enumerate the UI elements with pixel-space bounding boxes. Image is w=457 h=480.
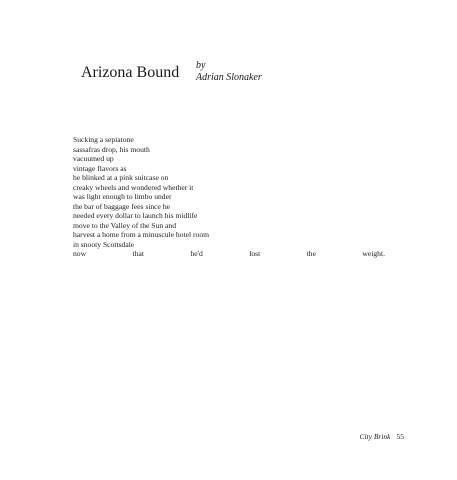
page-footer: [359, 432, 404, 442]
poem-line: Sucking a sepiatone: [73, 135, 134, 144]
poem-word: now: [73, 249, 87, 258]
poem-line: in snooty Scottsdale: [73, 239, 135, 249]
poem-line: harvest a home from a minuscule hotel room: [73, 230, 210, 239]
poem-line: was light enough to limbo under: [73, 192, 172, 201]
poem-word: lost: [249, 249, 261, 258]
poem-word: weight.: [362, 249, 385, 258]
poem-title: Arizona Bound: [81, 64, 180, 81]
poem-body: [73, 135, 385, 259]
byline-prefix: by: [196, 60, 206, 71]
poem-line: vintage flavors as: [73, 163, 127, 173]
poem-line: creaky wheels and wondered whether it: [73, 182, 194, 192]
author-name: Adrian Slonaker: [196, 72, 262, 83]
publication-name: City Brink: [359, 432, 391, 441]
poem-word: that: [132, 249, 144, 258]
poem-line: needed every dollar to launch his midlife: [73, 211, 198, 220]
poem-last-line: [73, 249, 385, 259]
poem-line: move to the Valley of the Sun and: [73, 220, 176, 230]
poem-line: vacuumed up: [73, 154, 114, 163]
page-number: 55: [396, 432, 404, 441]
poem-word: the: [306, 249, 316, 258]
byline: [196, 60, 262, 84]
poem-word: he'd: [190, 249, 203, 258]
poem-line: he blinked at a pink suitcase on: [73, 173, 169, 182]
poem-line: sassafras drop, his mouth: [73, 144, 150, 154]
poem-line: the bar of baggage fees since he: [73, 201, 170, 211]
